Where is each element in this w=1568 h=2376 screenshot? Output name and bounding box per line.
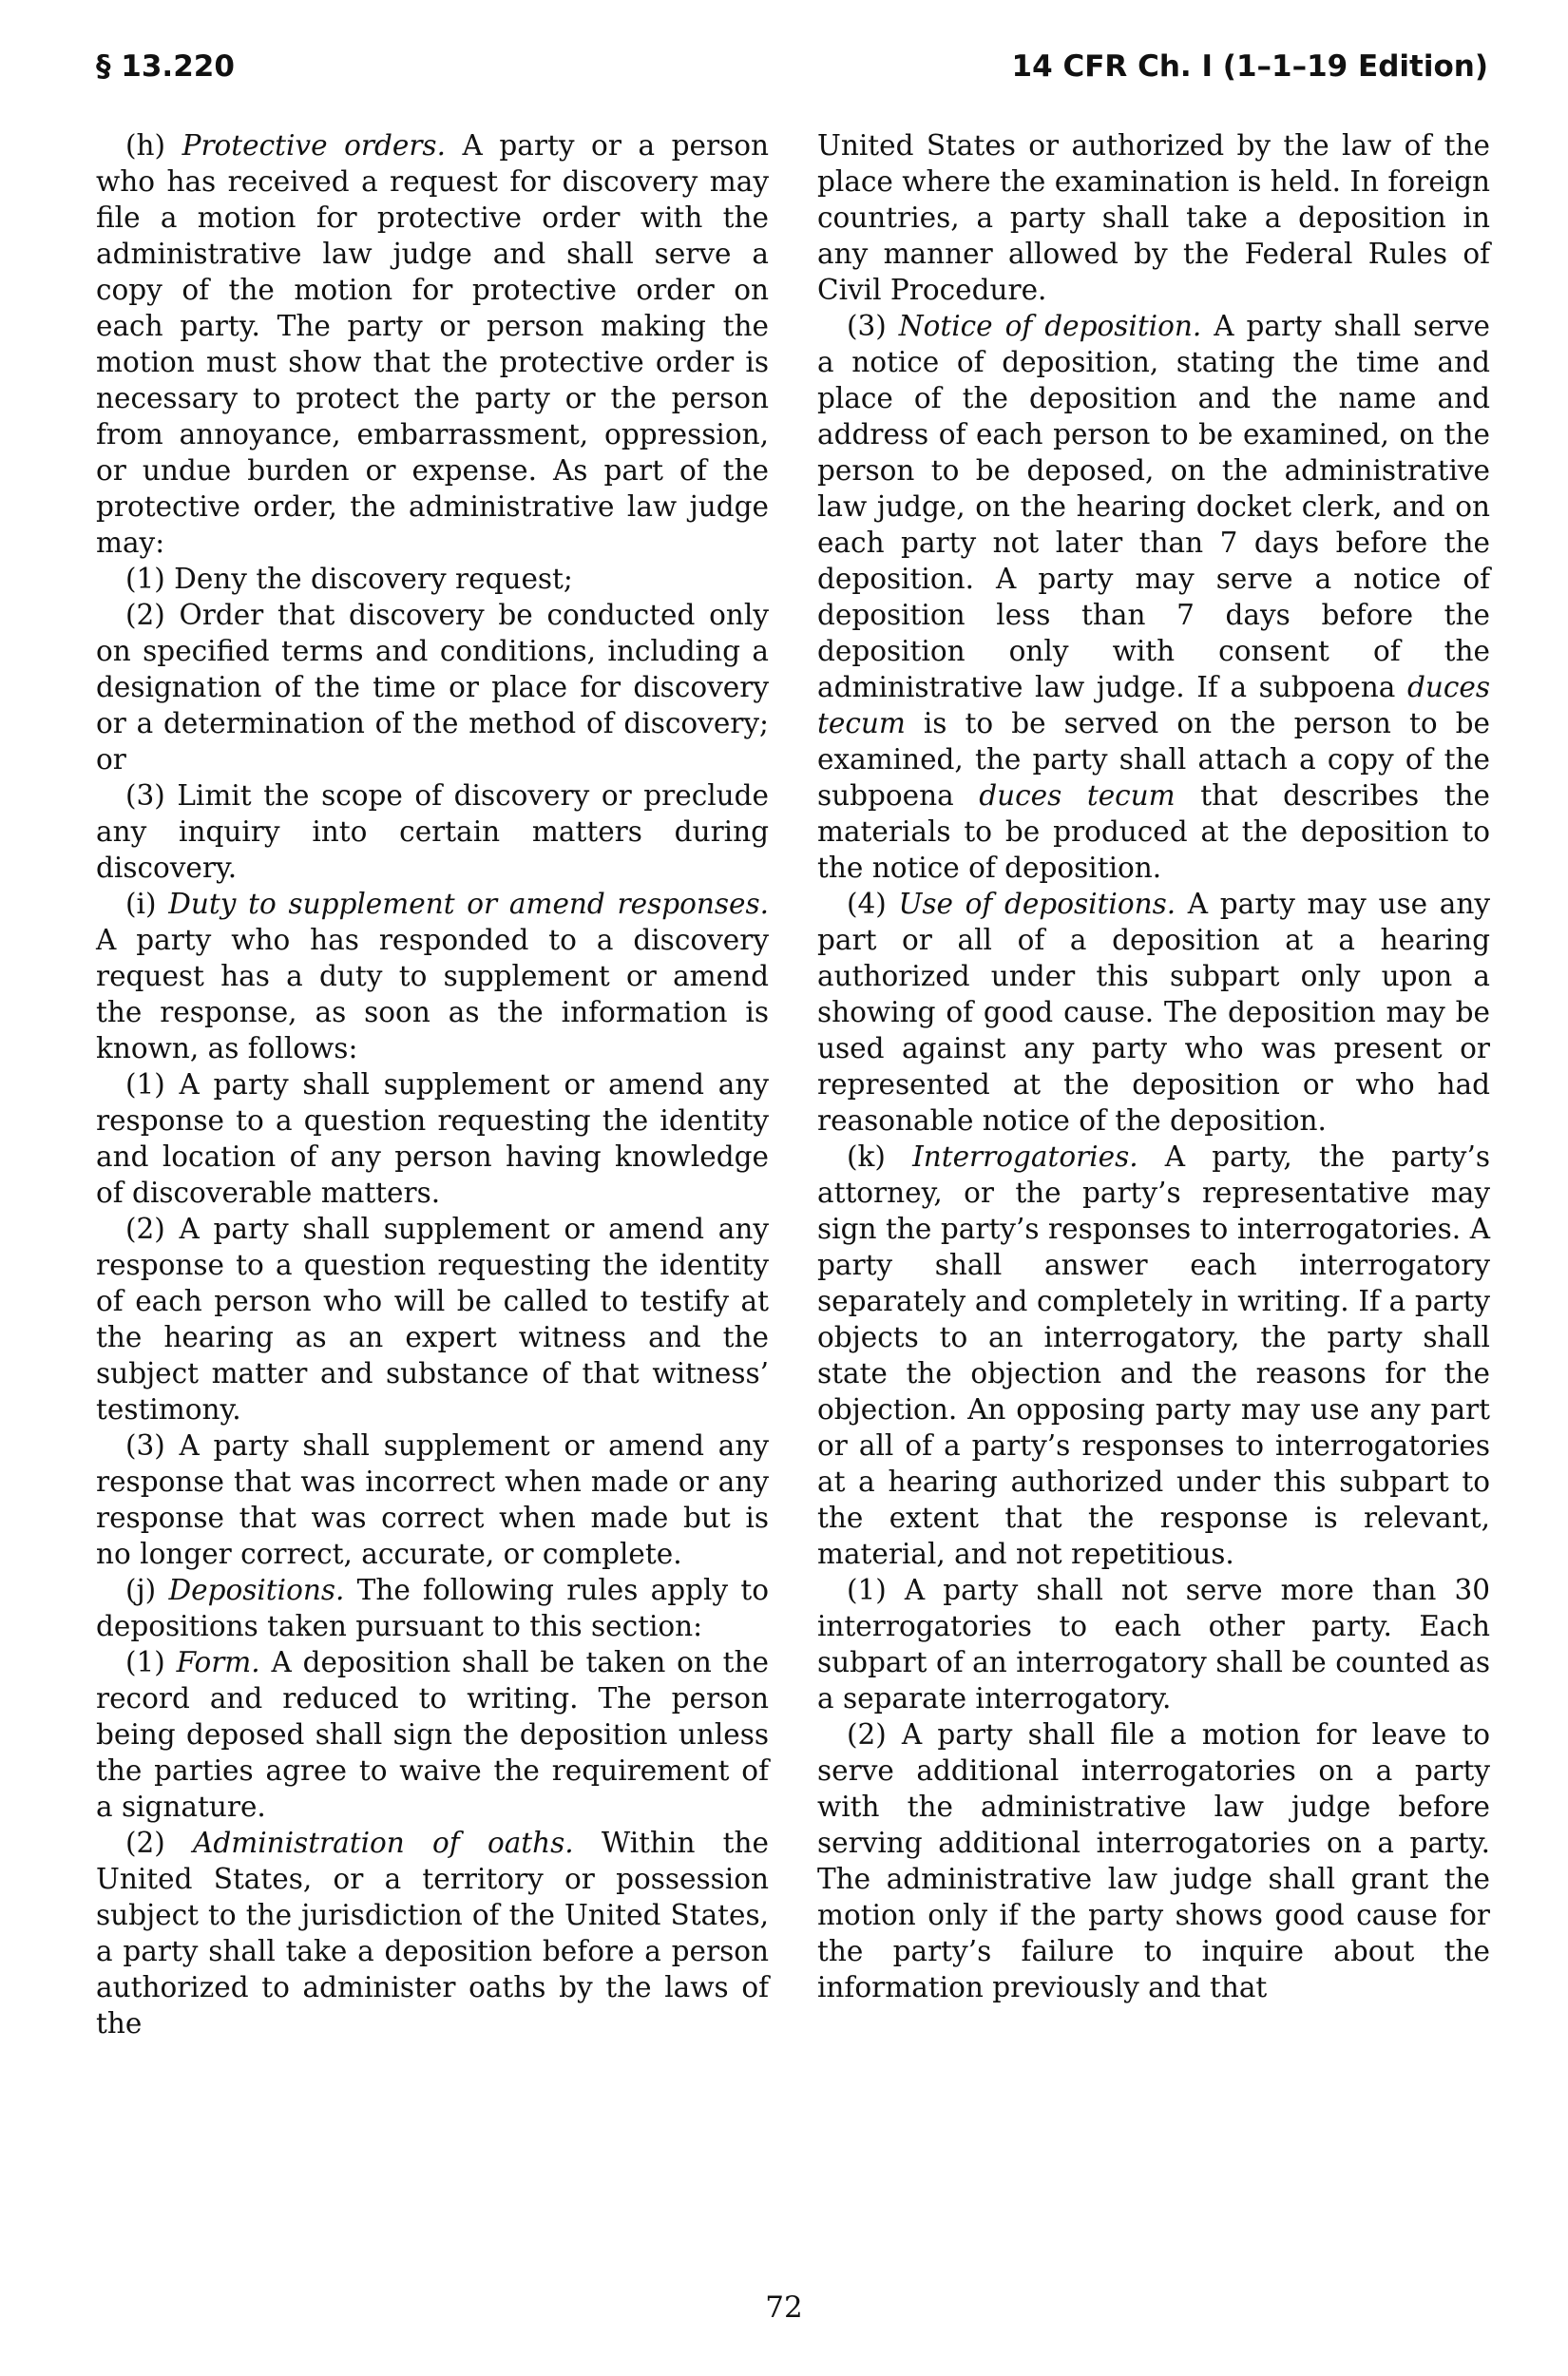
- paragraph-k-1: (1) A party shall not serve more than 30 interrogatories to each other party. Each subpart of an interrogatory shall be counted as a separate interrogatory.: [817, 1574, 1490, 1715]
- left-column: [96, 127, 769, 2041]
- paragraph-heading: Duty to supplement or amend responses.: [168, 888, 769, 920]
- edition-label: 14 CFR Ch. I (1–1–19 Edition): [1011, 49, 1488, 84]
- paragraph-heading: Use of depositions.: [898, 888, 1176, 920]
- paragraph-heading: Protective orders.: [182, 129, 446, 162]
- paragraph-label: (4): [847, 888, 899, 920]
- paragraph-i-1: (1) A party shall supplement or amend any response to a question requesting the identity and location of any person having knowledge of discoverable matters.: [96, 1068, 769, 1209]
- paragraph-j-1: [96, 1644, 769, 1825]
- paragraph-i: [96, 886, 769, 1066]
- paragraph-j-2-continued: United States or authorized by the law of the place where the examination is held. In foreign countries, a party shall take a deposition in any manner allowed by the Federal Rules of Civil Procedure.: [817, 129, 1490, 306]
- paragraph-text: that describes the materials to be produced at the deposition to the notice of deposition.: [817, 779, 1491, 884]
- latin-term: duces tecum: [817, 671, 1490, 739]
- paragraph-text: Within the United States, or a territory or possession subject to the jurisdiction of the United States, a party shall take a deposition before a person authorized to administer oaths by the laws of the: [96, 1827, 769, 2040]
- paragraph-h-3: (3) Limit the scope of discovery or preclude any inquiry into certain matters during discovery.: [96, 779, 769, 884]
- paragraph-text: A party or a person who has received a request for discovery may file a motion for protective order with the administrative law judge and shall serve a copy of the motion for protective order on each party. The party or person making the motion must show that the protective order is necessary to protect the party or the person from annoyance, embarrassment, oppression, or undue burden or expense. As part of the protective order, the administrative law judge may:: [96, 129, 769, 559]
- paragraph-text: A party who has responded to a discovery request has a duty to supplement or amend the response, as soon as the information is known, as follows:: [96, 924, 769, 1064]
- paragraph-j-2: [96, 1825, 769, 2041]
- paragraph-text: A party shall serve a notice of deposition, stating the time and place of the deposition and the name and address of each person to be examined, on the person to be deposed, on the administrative law judge, on the hearing docket clerk, and on each party not later than 7 days before the deposition. A party may serve a notice of deposition less than 7 days before the deposition only with consent of the administrative law judge. If a subpoena: [817, 310, 1491, 703]
- paragraph-h-2: (2) Order that discovery be conducted only on specified terms and conditions, including a designation of the time or place for discovery or a determination of the method of discovery; or: [96, 599, 769, 776]
- running-header: [96, 49, 1488, 97]
- paragraph-k: [817, 1139, 1490, 1572]
- paragraph-h: [96, 127, 769, 561]
- paragraph-heading: Interrogatories.: [912, 1140, 1138, 1173]
- paragraph-text: A party may use any part or all of a deposition at a hearing authorized under this subpart only upon a showing of good cause. The deposition may be used against any party who was present or represented at the deposition or who had reasonable notice of the deposition.: [817, 888, 1490, 1137]
- right-column: [817, 127, 1490, 2005]
- latin-term: duces tecum: [979, 779, 1176, 812]
- paragraph-heading: Notice of deposition.: [898, 310, 1202, 342]
- page-number: 72: [765, 2290, 803, 2325]
- section-number: § 13.220: [96, 49, 235, 84]
- paragraph-label: (i): [125, 888, 169, 920]
- paragraph-h-1: (1) Deny the discovery request;: [125, 563, 573, 595]
- paragraph-j: [96, 1572, 769, 1644]
- paragraph-text: is to be served on the person to be examined, the party shall attach a copy of the subpoena: [817, 707, 1490, 812]
- paragraph-heading: Administration of oaths.: [193, 1827, 574, 1859]
- paragraph-i-2: (2) A party shall supplement or amend any response to a question requesting the identity of each person who will be called to testify at the hearing as an expert witness and the subject matter and substance of that witness’ testimony.: [96, 1213, 769, 1426]
- paragraph-k-2: (2) A party shall file a motion for leave to serve additional interrogatories on a party with the administrative law judge before serving additional interrogatories on a party. The administrative law judge shall grant the motion only if the party shows good cause for the party’s failure to inquire about the information previously and that: [817, 1718, 1490, 2003]
- paragraph-heading: Form.: [176, 1646, 260, 1678]
- paragraph-j-4: [817, 886, 1490, 1139]
- paragraph-label: (h): [125, 129, 182, 162]
- paragraph-text: A deposition shall be taken on the record and reduced to writing. The person being deposed shall sign the deposition unless the parties agree to waive the requirement of a signature.: [96, 1646, 769, 1823]
- paragraph-label: (j): [125, 1574, 169, 1606]
- paragraph-label: (3): [847, 310, 899, 342]
- paragraph-i-3: (3) A party shall supplement or amend any response that was incorrect when made or any response that was correct when made but is no longer correct, accurate, or complete.: [96, 1429, 769, 1570]
- paragraph-label: (k): [847, 1140, 913, 1173]
- paragraph-text: The following rules apply to depositions taken pursuant to this section:: [96, 1574, 769, 1642]
- paragraph-label: (1): [125, 1646, 177, 1678]
- paragraph-text: A party, the party’s attorney, or the party’s representative may sign the party’s responses to interrogatories. A party shall answer each interrogatory separately and completely in writing. If a party objects to an interrogatory, the party shall state the objection and the reasons for the objection. An opposing party may use any part or all of a party’s responses to interrogatories at a hearing authorized under this subpart to the extent that the response is relevant, material, and not repetitious.: [817, 1140, 1490, 1570]
- paragraph-j-3: [817, 308, 1490, 886]
- paragraph-heading: Depositions.: [168, 1574, 345, 1606]
- paragraph-label: (2): [125, 1827, 194, 1859]
